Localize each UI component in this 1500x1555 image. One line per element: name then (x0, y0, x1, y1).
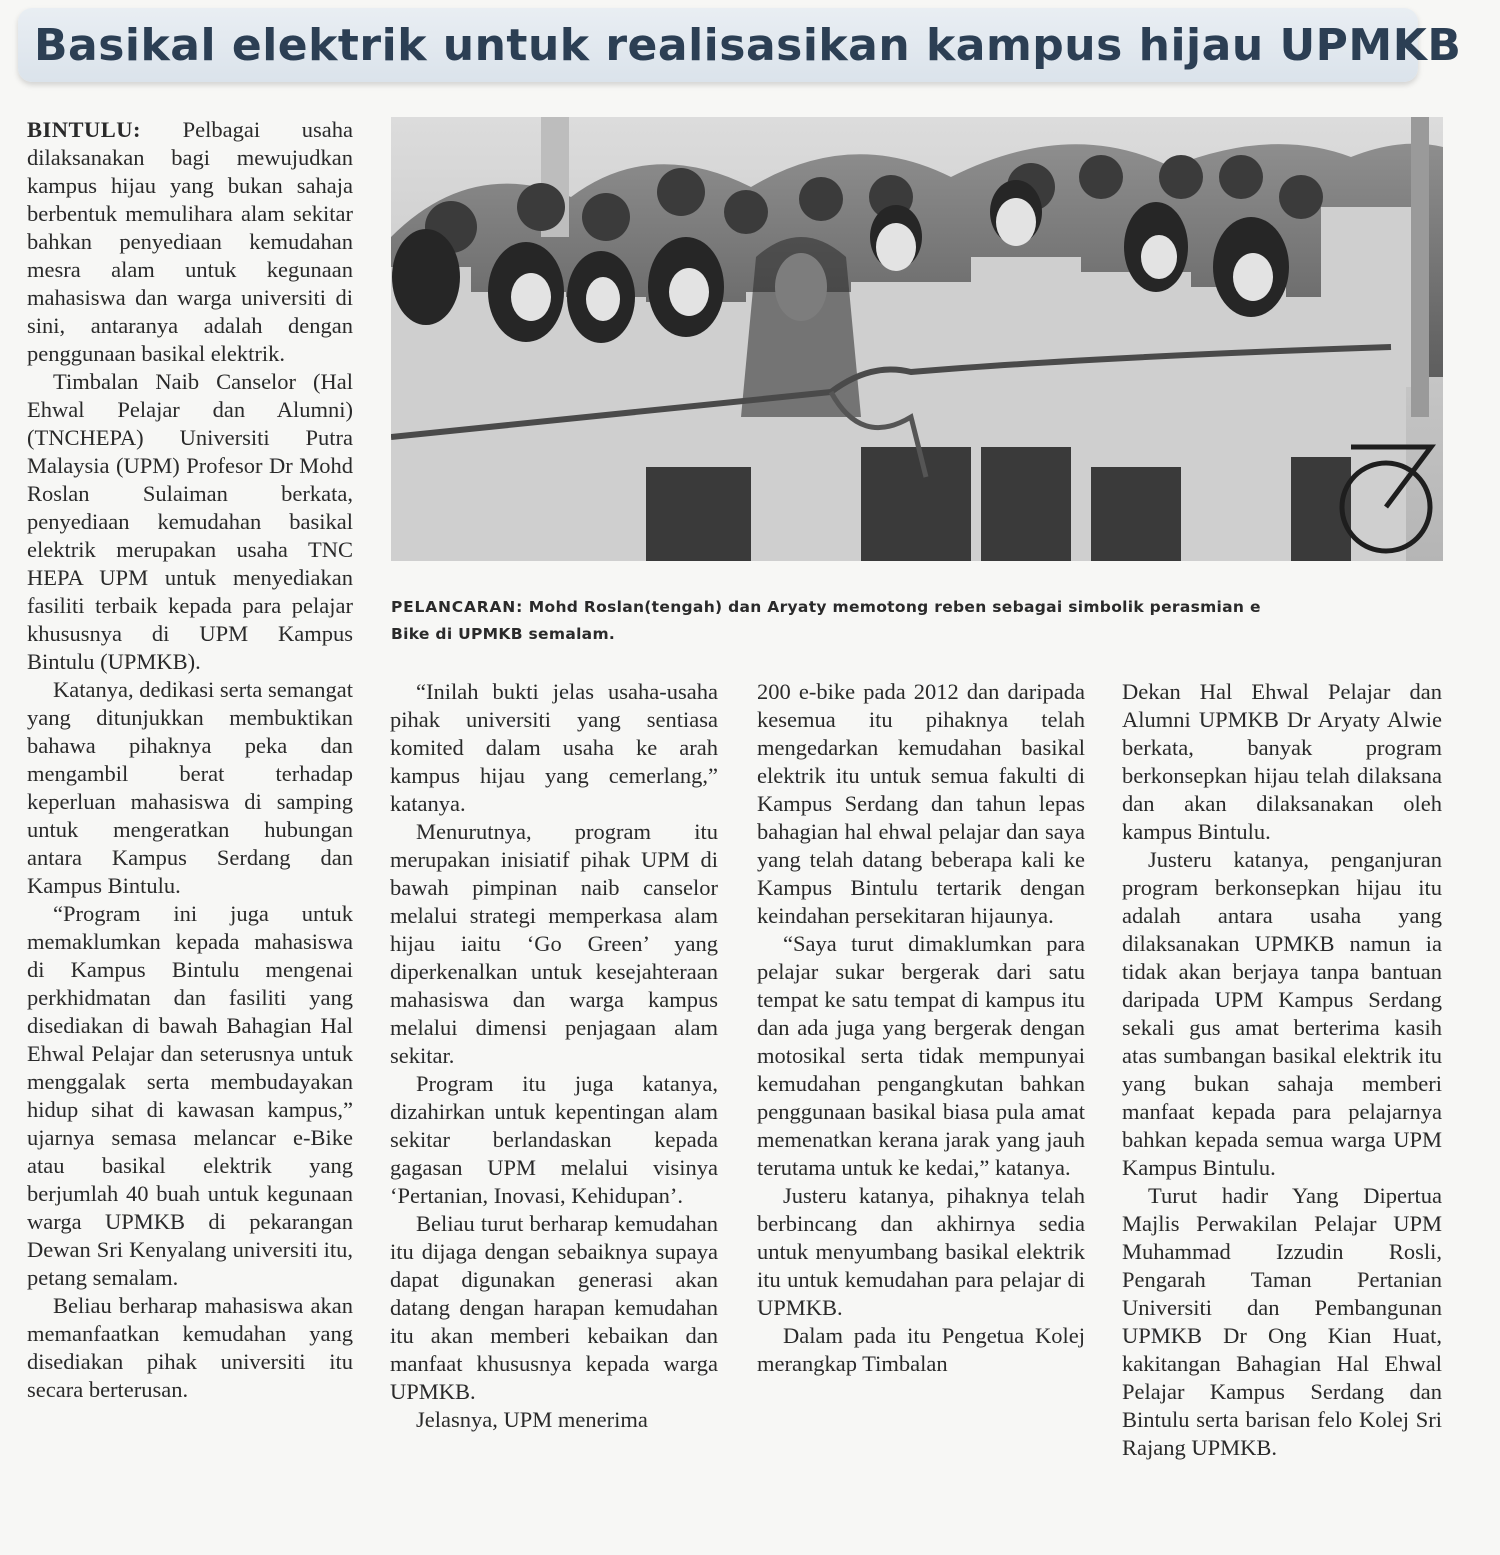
caption-lead: PELANCARAN: (391, 598, 524, 616)
article-paragraph: Justeru katanya, pihaknya telah berbincang dan akhirnya sedia untuk menyumbang basikal elektrik itu untuk kemudahan para pelajar di UPMKB. (757, 1183, 1085, 1320)
caption-line-1 (391, 594, 1446, 621)
article-paragraph: Justeru katanya, penganjuran program berkonsepkan hijau itu adalah antara usaha yang dilaksanakan UPMKB namun ia tidak akan berjaya tanpa bantuan daripada UPM Kampus Serdang sekali gus amat berterima kasih atas sumbangan basikal elektrik itu yang bukan sahaja memberi manfaat kepada para pelajarnya bahkan kepada semua warga UPM Kampus Bintulu. (1122, 847, 1442, 1180)
caption-text: Mohd Roslan(tengah) dan Aryaty memotong reben sebagai simbolik perasmian e (528, 598, 1261, 616)
article-paragraph: “Inilah bukti jelas usaha-usaha pihak universiti yang sentiasa komited dalam usaha ke arah kampus hijau yang cemerlang,” katanya. (390, 679, 718, 816)
article-paragraph: Dekan Hal Ehwal Pelajar dan Alumni UPMKB Dr Aryaty Alwie berkata, banyak program berkonsepkan hijau telah dilaksana dan akan dilaksanakan oleh kampus Bintulu. (1122, 679, 1442, 844)
article-paragraph: Program itu juga katanya, dizahirkan untuk kepentingan alam sekitar berlandaskan kepada gagasan UPM melalui visinya ‘Pertanian, Inovasi, Kehidupan’. (390, 1071, 718, 1208)
article-column-4 (1122, 678, 1442, 1462)
article-paragraph: 200 e-bike pada 2012 dan daripada kesemua itu pihaknya telah mengedarkan kemudahan basikal elektrik itu untuk semua fakulti di Kampus Serdang dan tahun lepas bahagian hal ehwal pelajar dan saya yang telah datang beberapa kali ke Kampus Bintulu tertarik dengan keindahan persekitaran hijaunya. (757, 679, 1085, 928)
paragraph-text: Pelbagai usaha dilaksanakan bagi mewujudkan kampus hijau yang bukan sahaja berbentuk memulihara alam sekitar bahkan penyediaan kemudahan mesra alam untuk kegunaan mahasiswa dan warga universiti di sini, antaranya adalah dengan penggunaan basikal elektrik. (27, 117, 353, 366)
ribbon-cutting-photo (391, 117, 1443, 561)
article-photo (391, 117, 1443, 561)
article-paragraph (27, 116, 353, 368)
article-paragraph: Jelasnya, UPM menerima (416, 1407, 648, 1432)
article-paragraph: Menurutnya, program itu merupakan inisiatif pihak UPM di bawah pimpinan naib canselor melalui strategi memperkasa alam hijau iaitu ‘Go Green’ yang diperkenalkan untuk kesejahteraan mahasiswa dan warga kampus melalui dimensi penjagaan alam sekitar. (390, 819, 718, 1068)
headline-banner (18, 8, 1462, 82)
article-paragraph: Beliau berharap mahasiswa akan memanfaatkan kemudahan yang disediakan pihak universiti itu secara berterusan. (27, 1293, 353, 1402)
article-headline: Basikal elektrik untuk realisasikan kampus hijau UPMKB (34, 19, 1462, 71)
article-column-3 (757, 678, 1085, 1378)
article-paragraph: Turut hadir Yang Dipertua Majlis Perwakilan Pelajar UPM Muhammad Izzudin Rosli, Pengarah Taman Pertanian Universiti dan Pembangunan UPMKB Dr Ong Kian Huat, kakitangan Bahagian Hal Ehwal Pelajar Kampus Serdang dan Bintulu serta barisan felo Kolej Sri Rajang UPMKB. (1122, 1183, 1442, 1460)
article-paragraph: Katanya, dedikasi serta semangat yang ditunjukkan membuktikan bahawa pihaknya peka dan mengambil berat terhadap keperluan mahasiswa di samping untuk mengeratkan hubungan antara Kampus Serdang dan Kampus Bintulu. (27, 677, 353, 898)
article-paragraph: Dalam pada itu Pengetua Kolej merangkap Timbalan (757, 1323, 1085, 1376)
article-column-2 (390, 678, 718, 1434)
article-paragraph: Timbalan Naib Canselor (Hal Ehwal Pelajar dan Alumni) (TNCHEPA) Universiti Putra Malaysia (UPM) Profesor Dr Mohd Roslan Sulaiman berkata, penyediaan kemudahan basikal elektrik merupakan usaha TNC HEPA UPM untuk menyediakan fasiliti terbaik kepada para pelajar khususnya di UPM Kampus Bintulu (UPMKB). (27, 369, 353, 674)
caption-line-2: Bike di UPMKB semalam. (391, 625, 616, 643)
article-paragraph: “Saya turut dimaklumkan para pelajar sukar bergerak dari satu tempat ke satu tempat di kampus itu dan ada juga yang bergerak dengan motosikal serta tidak mempunyai kemudahan pengangkutan bahkan penggunaan basikal biasa pula amat memenatkan kerana jarak yang jauh terutama untuk ke kedai,” katanya. (757, 931, 1085, 1180)
article-dateline: BINTULU: (27, 117, 142, 142)
article-paragraph: “Program ini juga untuk memaklumkan kepada mahasiswa di Kampus Bintulu mengenai perkhidmatan dan fasiliti yang disediakan di bawah Bahagian Hal Ehwal Pelajar dan seterusnya untuk menggalak serta membudayakan hidup sihat di kawasan kampus,” ujarnya semasa melancar e-Bike atau basikal elektrik yang berjumlah 40 buah untuk kegunaan warga UPMKB di pekarangan Dewan Sri Kenyalang universiti itu, petang semalam. (27, 901, 353, 1290)
article-paragraph: Beliau turut berharap kemudahan itu dijaga dengan sebaiknya supaya dapat digunakan generasi akan datang dengan harapan kemudahan itu akan memberi kebaikan dan manfaat khususnya kepada warga UPMKB. (390, 1211, 718, 1404)
article-column-1 (27, 116, 353, 1404)
photo-caption (391, 594, 1446, 648)
